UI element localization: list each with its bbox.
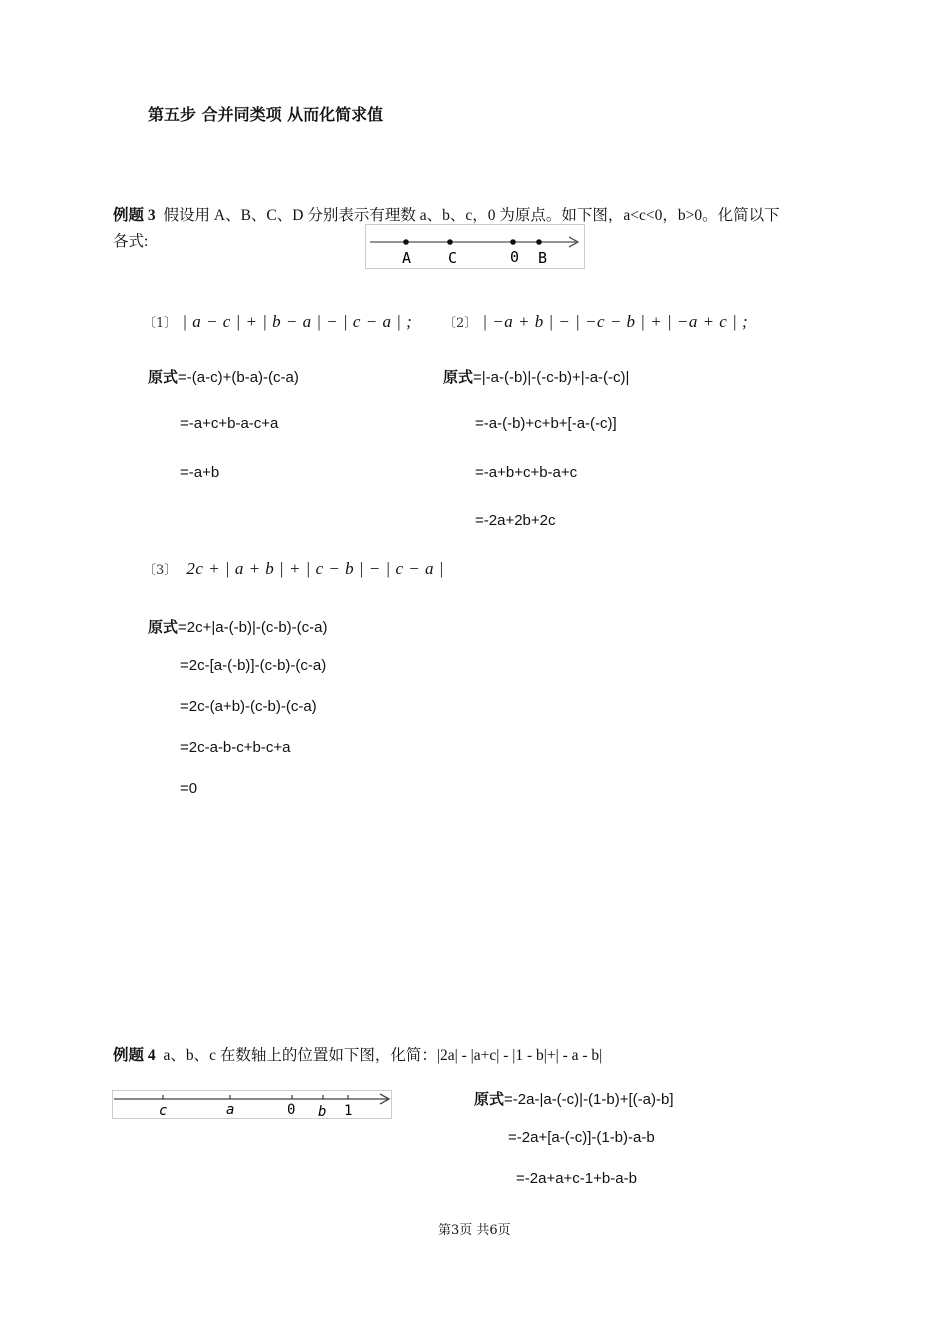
problem3-number: 〔3〕 [143,563,178,578]
problem3-expression: 2c + | a + b | + | c − b | − | c − a | [186,559,444,578]
problem2-step: =-a-(-b)+c+b+[-a-(-c)] [475,415,617,432]
label-a: A [402,249,412,267]
problem3-statement [143,559,444,579]
label-origin: 0 [287,1102,296,1118]
example4-text: a、b、c 在数轴上的位置如下图，化简：|2a| - |a+c| - |1 - b|+| - a - b| [163,1047,603,1064]
problem3-step: =0 [180,780,198,797]
problem1-original-label: 原式 [148,368,179,386]
problem1-step: =-a+c+b-a-c+a [180,415,279,432]
problem3-step: =2c-[a-(-b)]-(c-b)-(c-a) [180,657,327,674]
label-c: C [448,249,458,267]
problem2-step: =|-a-(-b)|-(-c-b)+|-a-(-c)| [473,369,630,386]
point-a [403,239,409,245]
example3-text: 假设用 A、B、C、D 分别表示有理数 a、b、c，0 为原点。如下图，a<c<0，b>0。化简以下 [163,207,780,224]
step-heading: 第五步 合并同类项 从而化简求值 [148,105,384,124]
label-origin: 0 [510,248,520,266]
example4-original-label: 原式 [474,1090,505,1108]
problem1-step: =-a+b [180,464,220,481]
example3-label: 例题 3 [113,207,156,224]
problem3-line0 [148,616,327,637]
problem1-line0 [148,366,299,387]
problem2-expression: | −a + b | − | −c − b | + | −a + c | ; [482,312,749,331]
label-c: c [159,1103,168,1119]
point-b [536,239,542,245]
problem2-original-label: 原式 [443,368,474,386]
label-b: B [538,249,548,267]
example3-intro-line1 [113,203,780,225]
label-b: b [318,1104,327,1120]
problem2-number: 〔2〕 [443,316,478,331]
problem1-number: 〔1〕 [143,316,178,331]
example4-number-line [112,1088,393,1120]
example4-step: =-2a-|a-(-c)|-(1-b)+[(-a)-b] [504,1091,674,1108]
page-footer: 第3页 共6页 [438,1223,511,1238]
label-a: a [226,1102,235,1118]
example3-intro-line2: 各式: [113,233,149,250]
point-c [447,239,453,245]
example4-intro [113,1043,602,1065]
problem1-step: =-(a-c)+(b-a)-(c-a) [178,369,299,386]
example3-number-line [365,224,585,270]
problem2-step: =-2a+2b+2c [475,512,556,529]
problem2-line0 [443,366,629,387]
problem3-step: =2c-(a+b)-(c-b)-(c-a) [180,698,317,715]
example4-label: 例题 4 [113,1047,156,1064]
problem2-statement [443,312,748,332]
example4-step: =-2a+a+c-1+b-a-b [516,1170,637,1187]
problem1-statement [143,312,412,332]
problem1-expression: | a − c | + | b − a | − | c − a | ; [182,312,413,331]
problem3-step: =2c+|a-(-b)|-(c-b)-(c-a) [178,619,328,636]
problem2-step: =-a+b+c+b-a+c [475,464,578,481]
example4-line0 [474,1088,674,1109]
problem3-step: =2c-a-b-c+b-c+a [180,739,291,756]
point-origin [510,239,516,245]
label-one: 1 [344,1103,353,1119]
example4-step: =-2a+[a-(-c)]-(1-b)-a-b [508,1129,655,1146]
problem3-original-label: 原式 [148,618,179,636]
